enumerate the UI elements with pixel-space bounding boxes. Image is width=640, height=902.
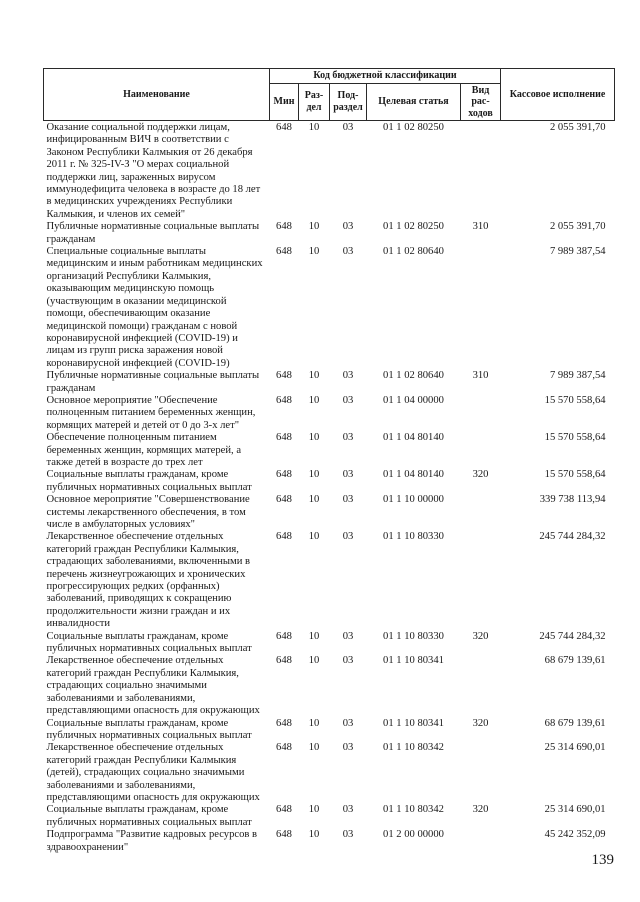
cell-min: 648	[276, 370, 292, 382]
cell-razdel: 10	[308, 717, 320, 729]
table-row	[44, 804, 615, 829]
cell-razdel: 10	[308, 655, 320, 667]
cell-name: Обеспечение полноценным питанием беременных женщин, кормящих матерей, а также детей в возрасте до трех лет	[46, 432, 242, 468]
table-row	[44, 829, 615, 854]
cell-vid	[461, 531, 501, 630]
cell-min: 648	[276, 630, 292, 642]
cell-amount: 15 570 558,64	[544, 394, 606, 406]
cell-podrazdel: 03	[342, 432, 354, 444]
cell-min: 648	[276, 742, 292, 754]
cell-name: Лекарственное обеспечение отдельных категорий граждан Республики Калмыкия (детей), страдающих социально значимыми заболеваниями и заболеваниями, представляющими опасность для окружающих	[46, 742, 260, 803]
cell-razdel: 10	[308, 432, 320, 444]
header-kbk-group: Код бюджетной классификации	[270, 69, 501, 84]
cell-min: 648	[276, 717, 292, 729]
cell-razdel: 10	[308, 221, 320, 233]
cell-razdel: 10	[308, 246, 320, 258]
table-row	[44, 531, 615, 630]
cell-name: Лекарственное обеспечение отдельных категорий граждан Республики Калмыкия, страдающих социально значимыми заболеваниями и заболеваниями, представляющими опасность для окружающих	[46, 655, 260, 717]
cell-target: 01 1 02 80640	[383, 246, 444, 258]
table-row	[44, 121, 615, 222]
cell-vid	[461, 742, 501, 804]
table-row	[44, 469, 615, 494]
cell-amount: 15 570 558,64	[544, 469, 606, 481]
table-body	[44, 121, 615, 854]
table-row	[44, 221, 615, 246]
cell-min: 648	[276, 655, 292, 667]
cell-podrazdel: 03	[342, 246, 354, 258]
cell-min: 648	[276, 469, 292, 481]
cell-vid	[461, 246, 501, 370]
cell-podrazdel: 03	[342, 829, 354, 841]
cell-vid: 320	[472, 630, 489, 642]
cell-vid	[461, 121, 501, 222]
cell-name: Подпрограмма "Развитие кадровых ресурсов в здравоохранении"	[46, 829, 258, 853]
cell-target: 01 2 00 00000	[383, 829, 444, 841]
cell-amount: 2 055 391,70	[549, 122, 606, 133]
table-row	[44, 742, 615, 804]
cell-razdel: 10	[308, 122, 320, 133]
cell-vid: 310	[472, 370, 489, 382]
cell-min: 648	[276, 531, 292, 543]
cell-amount: 68 679 139,61	[544, 655, 606, 667]
cell-min: 648	[276, 122, 292, 133]
table-row	[44, 246, 615, 370]
cell-name: Лекарственное обеспечение отдельных категорий граждан Республики Калмыкия, страдающих заболеваниями, включенными в перечень жизнеугрожающих и хронических прогрессирующих редких (орфанных) заболеваний, приводящих к сокращению продолжительности жизни граждан и их инвалидности	[46, 531, 251, 630]
cell-vid: 320	[472, 717, 489, 729]
cell-vid	[461, 432, 501, 469]
cell-podrazdel: 03	[342, 630, 354, 642]
cell-podrazdel: 03	[342, 655, 354, 667]
table-header	[44, 69, 615, 121]
header-name: Наименование	[44, 69, 270, 121]
cell-target: 01 1 10 80342	[383, 742, 444, 754]
cell-podrazdel: 03	[342, 717, 354, 729]
cell-min: 648	[276, 494, 292, 506]
cell-target: 01 1 04 00000	[383, 394, 444, 406]
table-row	[44, 655, 615, 717]
cell-podrazdel: 03	[342, 494, 354, 506]
cell-vid: 320	[472, 804, 489, 816]
table-row	[44, 395, 615, 432]
table-row	[44, 718, 615, 743]
cell-vid	[461, 395, 501, 432]
cell-amount: 25 314 690,01	[544, 804, 606, 816]
cell-target: 01 1 10 80341	[383, 655, 444, 667]
cell-amount: 2 055 391,70	[549, 221, 606, 233]
cell-name: Социальные выплаты гражданам, кроме публичных нормативных социальных выплат	[46, 717, 252, 741]
cell-razdel: 10	[308, 630, 320, 642]
cell-min: 648	[276, 804, 292, 816]
header-target: Целевая статья	[367, 83, 461, 121]
cell-name: Основное мероприятие "Обеспечение полноценным питанием беременных женщин, кормящих матерей и детей от 0 до 3-х лет"	[46, 394, 256, 431]
cell-amount: 7 989 387,54	[549, 246, 606, 258]
cell-vid	[461, 655, 501, 717]
cell-target: 01 1 02 80250	[383, 122, 444, 133]
cell-razdel: 10	[308, 494, 320, 506]
page-number: 139	[591, 852, 614, 868]
cell-podrazdel: 03	[342, 742, 354, 754]
cell-podrazdel: 03	[342, 469, 354, 481]
cell-name: Публичные нормативные социальные выплаты гражданам	[46, 370, 260, 394]
cell-target: 01 1 10 00000	[383, 494, 444, 506]
cell-amount: 45 242 352,09	[544, 829, 606, 841]
cell-vid: 320	[472, 469, 489, 481]
cell-target: 01 1 10 80342	[383, 804, 444, 816]
table-row	[44, 432, 615, 469]
cell-target: 01 1 02 80250	[383, 221, 444, 233]
cell-name: Социальные выплаты гражданам, кроме публичных нормативных социальных выплат	[46, 804, 252, 828]
cell-amount: 245 744 284,32	[539, 630, 606, 642]
cell-target: 01 1 02 80640	[383, 370, 444, 382]
table-row	[44, 370, 615, 395]
cell-podrazdel: 03	[342, 122, 354, 133]
cell-amount: 15 570 558,64	[544, 432, 606, 444]
cell-min: 648	[276, 246, 292, 258]
cell-amount: 25 314 690,01	[544, 742, 606, 754]
cell-vid: 310	[472, 221, 489, 233]
cell-podrazdel: 03	[342, 531, 354, 543]
cell-name: Социальные выплаты гражданам, кроме публичных нормативных социальных выплат	[46, 630, 252, 655]
cell-target: 01 1 04 80140	[383, 469, 444, 481]
cell-amount: 7 989 387,54	[549, 370, 606, 382]
cell-razdel: 10	[308, 531, 320, 543]
cell-amount: 339 738 113,94	[539, 494, 606, 506]
cell-podrazdel: 03	[342, 804, 354, 816]
cell-podrazdel: 03	[342, 394, 354, 406]
cell-name: Основное мероприятие "Совершенствование системы лекарственного обеспечения, в том числе в амбулаторных условиях"	[46, 494, 250, 530]
cell-target: 01 1 10 80330	[383, 531, 444, 543]
header-min: Мин	[270, 83, 299, 121]
budget-table	[43, 68, 615, 854]
cell-name: Публичные нормативные социальные выплаты гражданам	[46, 221, 260, 245]
cell-razdel: 10	[308, 829, 320, 841]
cell-min: 648	[276, 829, 292, 841]
cell-razdel: 10	[308, 394, 320, 406]
cell-razdel: 10	[308, 804, 320, 816]
cell-name: Специальные социальные выплаты медицинским и иным работникам медицинских организаций Республики Калмыкия, оказывающим медицинскую помощь (участвующим в оказании медицинской помощи, обеспечивающим оказание медицинской помощи) гражданам с новой коронавирусной инфекцией (COVID-19) и лицам из групп риска заражения новой коронавирусной инфекцией (COVID-19)	[46, 246, 263, 369]
table-row	[44, 494, 615, 531]
cell-min: 648	[276, 394, 292, 406]
cell-target: 01 1 10 80330	[383, 630, 444, 642]
cell-target: 01 1 04 80140	[383, 432, 444, 444]
cell-podrazdel: 03	[342, 370, 354, 382]
cell-name: Оказание социальной поддержки лицам, инфицированным ВИЧ в соответствии с Законом Республики Калмыкия от 26 декабря 2011 г. № 325-IV-З "О мерах социальной поддержки лиц, зараженных вирусом иммунодефицита человека в возрасте до 18 лет в медицинских учреждениях Республики Калмыкия, и членов их семей"	[46, 122, 261, 220]
header-razdel: Раз-дел	[299, 83, 330, 121]
header-podrazdel: Под-раздел	[330, 83, 367, 121]
cell-target: 01 1 10 80341	[383, 717, 444, 729]
cell-amount: 245 744 284,32	[539, 531, 606, 543]
cell-vid	[461, 829, 501, 854]
cell-podrazdel: 03	[342, 221, 354, 233]
cell-name: Социальные выплаты гражданам, кроме публичных нормативных социальных выплат	[46, 469, 252, 493]
cell-razdel: 10	[308, 742, 320, 754]
header-amount: Кассовое исполнение	[501, 69, 615, 121]
cell-razdel: 10	[308, 370, 320, 382]
cell-amount: 68 679 139,61	[544, 717, 606, 729]
cell-razdel: 10	[308, 469, 320, 481]
cell-vid	[461, 494, 501, 531]
header-vid: Вид рас-ходов	[461, 83, 501, 121]
cell-min: 648	[276, 221, 292, 233]
table-row	[44, 631, 615, 656]
cell-min: 648	[276, 432, 292, 444]
